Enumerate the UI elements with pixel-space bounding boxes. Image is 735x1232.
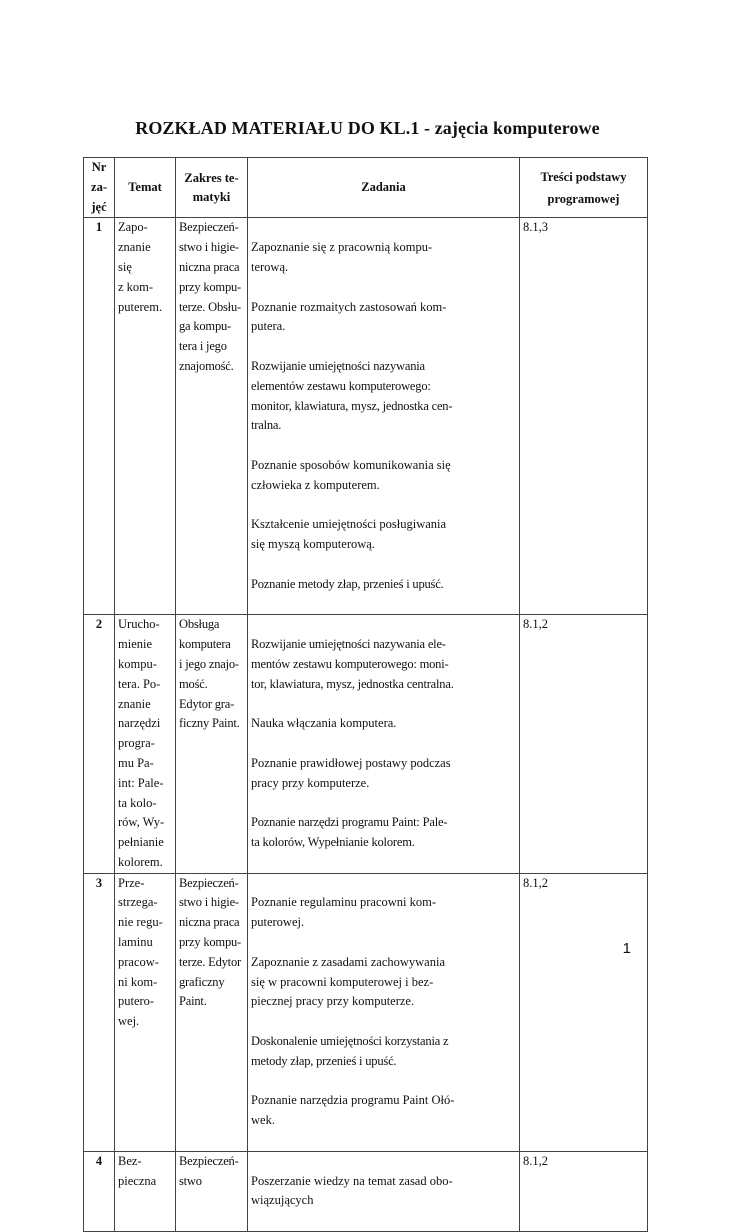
header-zakres: Zakres te- matyki (176, 158, 248, 218)
row-curriculum-code: 8.1,2 (520, 873, 648, 1151)
task-item: Rozwijanie umiejętności nazywania ele- mentów zestawu komputerowego: moni- tor, klawiatura, mysz, jednostka centralna. (251, 637, 454, 691)
row-tasks (248, 873, 520, 1151)
row-topic: Urucho- mienie kompu- tera. Po- znanie narzędzi progra- mu Pa- int: Pale- ta kolo- rów, Wy- pełnianie kolorem. (115, 615, 176, 873)
row-number: 3 (84, 873, 115, 1151)
row-tasks (248, 218, 520, 615)
task-item: Doskonalenie umiejętności korzystania z metody złap, przenieś i upuść. (251, 1034, 449, 1068)
row-curriculum-code: 8.1,2 (520, 1151, 648, 1231)
row-topic: Zapo- znanie się z kom- puterem. (115, 218, 176, 615)
row-curriculum-code: 8.1,3 (520, 218, 648, 615)
row-number: 1 (84, 218, 115, 615)
table-row (84, 218, 648, 615)
task-item: Poznanie narzędzia programu Paint Ołó- wek. (251, 1093, 455, 1128)
task-item: Poznanie metody złap, przenieś i upuść. (251, 576, 444, 591)
page-number: 1 (622, 940, 631, 957)
header-temat: Temat (115, 158, 176, 218)
row-scope: Obsługa komputera i jego znajo- mość. Edytor gra- ficzny Paint. (176, 615, 248, 873)
row-number: 2 (84, 615, 115, 873)
table-row (84, 615, 648, 873)
header-zadania: Zadania (248, 158, 520, 218)
task-item: Rozwijanie umiejętności nazywania elementów zestawu komputerowego: monitor, klawiatura, mysz, jednostka cen- tralna. (251, 358, 453, 433)
task-item: Zapoznanie z zasadami zachowywania się w pracowni komputerowej i bez- piecznej pracy przy komputerze. (251, 954, 445, 1009)
row-curriculum-code: 8.1,2 (520, 615, 648, 873)
row-tasks (248, 615, 520, 873)
task-item: Poznanie regulaminu pracowni kom- puterowej. (251, 895, 437, 930)
row-topic: Bez- pieczna (115, 1151, 176, 1231)
row-scope: Bezpieczeń- stwo (176, 1151, 248, 1231)
page-title: ROZKŁAD MATERIAŁU DO KL.1 - zajęcia komputerowe (135, 118, 600, 138)
task-item: Zapoznanie się z pracownią kompu- terową. (251, 240, 433, 274)
row-topic: Prze- strzega- nie regu- laminu pracow- ni kom- putero- wej. (115, 873, 176, 1151)
row-number: 4 (84, 1151, 115, 1231)
task-item: Poznanie sposobów komunikowania się człowieka z komputerem. (251, 457, 451, 492)
row-scope: Bezpieczeń- stwo i higie- niczna praca przy kompu- terze. Edytor graficzny Paint. (176, 873, 248, 1151)
task-item: Poznanie prawidłowej postawy podczas pracy przy komputerze. (251, 755, 451, 790)
task-item: Nauka włączania komputera. (251, 716, 397, 731)
header-nr: Nr za- jęć (84, 158, 115, 218)
task-item: Poznanie narzędzi programu Paint: Pale- ta kolorów, Wypełnianie kolorem. (251, 815, 448, 850)
header-tresci: Treści podstawy programowej (520, 158, 648, 218)
lesson-plan-table (83, 157, 648, 1232)
table-header-row (84, 158, 648, 218)
task-item: Kształcenie umiejętności posługiwania się myszą komputerową. (251, 517, 447, 552)
task-item: Poszerzanie wiedzy na temat zasad obo- wiązujących (251, 1173, 453, 1208)
row-scope: Bezpieczeń- stwo i higie- niczna praca przy kompu- terze. Obsłu- ga kompu- tera i jego znajomość. (176, 218, 248, 615)
row-tasks (248, 1151, 520, 1231)
task-item: Poznanie rozmaitych zastosowań kom- putera. (251, 299, 447, 334)
table-row (84, 873, 648, 1151)
table-row (84, 1151, 648, 1231)
